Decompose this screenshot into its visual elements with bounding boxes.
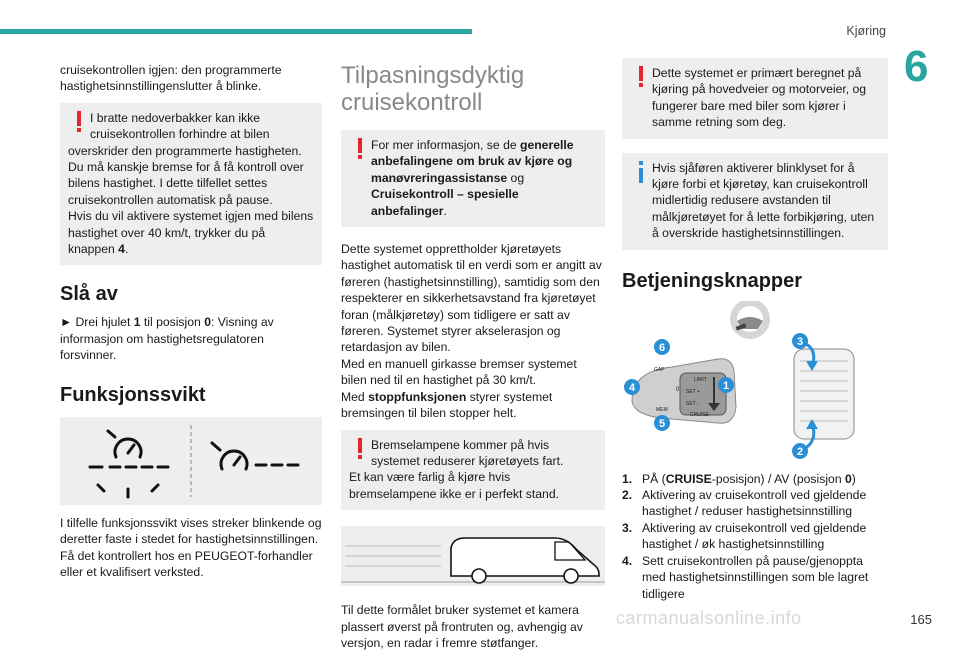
- column-1: [60, 62, 322, 580]
- callout-1: 1: [722, 379, 730, 392]
- page-number: 165: [910, 612, 932, 627]
- zero-label: 0: [676, 386, 680, 393]
- warning-box-recommendations: [341, 130, 605, 227]
- adaptive-cruise-title: Tilpasningsdyktig cruisekontroll: [341, 62, 525, 116]
- heading-controls: Betjeningsknapper: [622, 269, 803, 292]
- warning-icon: [352, 438, 368, 460]
- camera-radar-text: Til dette formålet bruker systemet et kamera plassert øverst på frontruten og, avhengig av versjon, en radar i fremre støtfanger.: [341, 603, 583, 650]
- callout-5: 5: [658, 417, 666, 430]
- stop-a: Med: [341, 389, 369, 404]
- off-t3: : Visning av informasjon om hastighetsregulatoren forsvinner.: [60, 315, 274, 363]
- set-minus-label: SET -: [686, 400, 699, 407]
- limit-label: LIMIT: [694, 376, 707, 383]
- list-number: 3.: [622, 520, 633, 535]
- off-t1: Drei hjulet: [72, 315, 134, 330]
- warning-box-brakelights: [341, 430, 605, 511]
- callout-4: 4: [628, 381, 636, 394]
- info-icon: [633, 161, 649, 183]
- arrow-icon: ►: [60, 315, 73, 330]
- overtaking-text: Hvis sjåføren aktiverer blinklyset for å kjøre forbi et kjøretøy, kan cruisekontroll midlertidig redusere avstanden til målkjøretøyet for å lette forbikjøring, uten å overskride hastighetsinnstillingen.: [652, 160, 875, 241]
- list-number: 1.: [622, 471, 633, 486]
- warning-icon: [352, 138, 368, 160]
- warning-reactivate: [68, 208, 314, 257]
- list-text: Aktivering av cruisekontroll ved gjeldende hastighet / øk hastighetsinnstilling: [642, 520, 867, 552]
- off-b2: 0: [204, 315, 211, 330]
- warning-icon: [633, 66, 649, 88]
- item1-bold: CRUISE: [665, 471, 712, 486]
- info-box-overtaking: [622, 153, 888, 250]
- cruise-label: CRUISE: [690, 411, 709, 418]
- reactivate-text: Hvis du vil aktivere systemet igjen med bilens hastighet over 40 km/t, trykker du på knappen: [68, 209, 314, 257]
- brakelight-first: Bremselampene kommer på hvis systemet reduserer kjøretøyets fart.: [371, 437, 564, 468]
- list-number: 2.: [622, 488, 633, 503]
- off-b1: 1: [133, 315, 141, 330]
- list-item: [622, 471, 888, 487]
- rec-link-general: generelle anbefalingene om bruk av kjøre og manøvreringassistanse: [371, 138, 574, 185]
- list-text: Aktivering av cruisekontroll ved gjeldende hastighet / reduser hastighetsinnstilling: [642, 488, 867, 519]
- controls-diagram: [622, 301, 888, 461]
- manual-gearbox-text: Med en manuell girkasse bremser systemet bilen ned til en hastighet på 30 km/t.: [341, 356, 577, 388]
- warning-first-line: I bratte nedoverbakker kan ikke cruisekontrollen forhindre at bilen: [90, 110, 270, 142]
- steering-wheel-icon: [730, 301, 770, 339]
- callout-6: 6: [658, 341, 666, 354]
- header-accent-bar: [0, 29, 472, 34]
- callout-3: 3: [796, 335, 804, 348]
- warning-text: overskrider den programmerte hastigheten. Du må kanskje bremse for å få kontroll over bilens hastighet. I dette tilfellet settes cruisekontrollen automatisk på pause.: [68, 143, 304, 207]
- button-ref-4: 4: [118, 242, 125, 257]
- roads-text: Dette systemet er primært beregnet på kjøring på hovedveier og motorveier, og fungerer bare med biler som kjører i samme retning som deg.: [652, 66, 867, 130]
- callout-2: 2: [796, 445, 804, 458]
- heading-malfunction: Funksjonssvikt: [60, 383, 206, 406]
- item1-end: ): [851, 471, 856, 486]
- warning-icon: [71, 111, 87, 133]
- warning-box-roads: [622, 58, 888, 139]
- column-2: [341, 62, 605, 651]
- watermark: carmanualsonline.info: [616, 608, 802, 628]
- rec-d: .: [443, 203, 447, 218]
- column-3: [622, 62, 888, 602]
- malfunction-text: I tilfelle funksjonssvikt vises streker blinkende og deretter faste i stedet for hastighetsinnstillingen. Få det kontrollert hos en PEUGEOT-forhandler eller et kvalifisert verksted.: [60, 515, 322, 579]
- item1-post: -posisjon) / AV (posisjon: [711, 471, 845, 486]
- item1-bold2: 0: [844, 471, 852, 486]
- section-title: Kjøring: [846, 24, 886, 38]
- list-number: 4.: [622, 553, 633, 568]
- list-text: Sett cruisekontrollen på pause/gjenoppta med hastighetsinnstillingen som ble lagret tidligere: [642, 553, 869, 601]
- warning-box-downhill: [60, 103, 322, 266]
- van-camera-illustration: [341, 526, 605, 586]
- recommendations-text: [349, 137, 597, 219]
- rec-a: For mer informasjon, se de: [371, 138, 521, 152]
- mem-label: MEM: [656, 406, 668, 413]
- list-item: [622, 520, 888, 553]
- off-instruction: [60, 314, 322, 363]
- intro-text: cruisekontrollen igjen: den programmerte hastighetsinnstillingenslutter å blinke.: [60, 63, 282, 94]
- speedometer-dashes-icon: [60, 417, 322, 505]
- stop-b: stoppfunksjonen: [368, 389, 467, 404]
- reactivate-end: .: [124, 242, 129, 257]
- list-item: [622, 487, 888, 520]
- off-t2: til posisjon: [140, 315, 205, 330]
- gap-label: GAP: [654, 366, 665, 373]
- malfunction-illustration: [60, 417, 322, 505]
- van-icon: [341, 526, 605, 586]
- item1-pre: PÅ (: [642, 471, 666, 486]
- heading-off: Slå av: [60, 283, 118, 306]
- brakelight-rest: Et kan være farlig å kjøre hvis bremselampene ikke er i perfekt stand.: [349, 470, 559, 501]
- controls-list: [622, 471, 888, 602]
- rec-c: og: [507, 170, 525, 185]
- list-item: [622, 553, 888, 602]
- set-plus-label: SET +: [686, 388, 700, 395]
- stop-c: styrer systemet bremsingen til bilen stopper helt.: [341, 389, 553, 421]
- steering-stalk-diagram: [622, 301, 888, 461]
- list-text: [642, 471, 856, 487]
- stop-function-text: [341, 389, 605, 422]
- rec-link-cruise: Cruisekontroll – spesielle anbefalinger: [371, 187, 519, 218]
- description-text: Dette systemet opprettholder kjøretøyets hastighet automatisk til en verdi som er angitt av føreren (hastighetsinnstilling), samtidig som den respekterer en sikkerhetsavstand fra kjøretøyet foran (målkjøretøy) som tidligere er satt av føreren. Systemet styrer akselerasjon og retardasjon av bilen.: [341, 242, 602, 355]
- chapter-number: 6: [904, 42, 929, 91]
